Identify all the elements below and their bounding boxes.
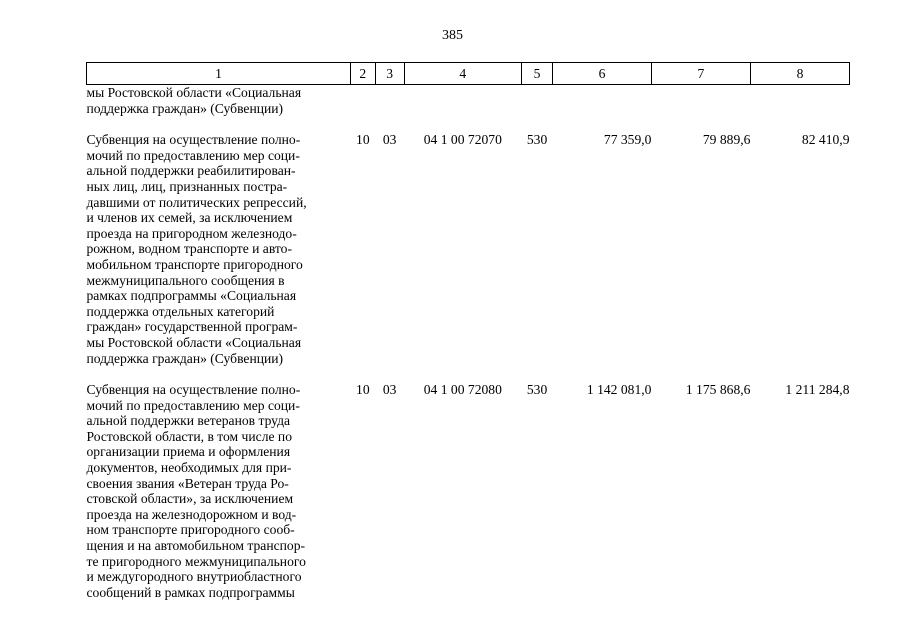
table-header-row xyxy=(87,63,850,85)
amount-year-2: 79 889,6 xyxy=(702,132,751,148)
budget-table xyxy=(86,62,850,600)
section-code: 10 xyxy=(356,132,370,148)
amount-year-2: 1 175 868,6 xyxy=(685,382,751,398)
target-article-code: 04 1 00 72080 xyxy=(423,382,502,398)
section-code: 10 xyxy=(356,382,370,398)
target-article-code: 04 1 00 72070 xyxy=(423,132,502,148)
subsection-code: 03 xyxy=(382,132,397,148)
column-header: 3 xyxy=(375,63,404,85)
page-number: 385 xyxy=(442,28,463,43)
expense-type-code: 530 xyxy=(526,382,548,398)
column-header: 1 xyxy=(87,63,351,85)
subsection-code: 03 xyxy=(382,382,397,398)
column-header: 8 xyxy=(750,63,849,85)
table-row xyxy=(87,132,850,366)
amount-year-3: 1 211 284,8 xyxy=(785,382,850,398)
column-header: 6 xyxy=(553,63,652,85)
amount-year-1: 1 142 081,0 xyxy=(586,382,652,398)
column-header: 2 xyxy=(350,63,375,85)
column-header: 7 xyxy=(651,63,750,85)
row-description: мы Ростовской области «Социальная поддержка граждан» (Субвенции) xyxy=(86,85,302,116)
table-row-continuation xyxy=(87,85,850,117)
row-description: Субвенция на осуществление полно- мочий по предоставлению мер соци- альной поддержки ветеранов труда Ростовской области, в том числе по организации приема и оформления документов, необходимых для при- своения звания «Ветеран труда Ро- стовской области», за исключением проезда на железнодорожном и вод- ном транспорте пригородного сооб- щения и на автомобильном транспор- те пригородного межмуниципального и междугородного внутриобластного сообщений в рамках подпрограммы xyxy=(86,382,306,600)
column-header: 5 xyxy=(522,63,553,85)
amount-year-1: 77 359,0 xyxy=(603,132,652,148)
row-description: Субвенция на осуществление полно- мочий по предоставлению мер соци- альной поддержки реабилитирован- ных лиц, лиц, признанных постра- давшими от политических репрессий, и членов их семей, за исключением проезда на пригородном железнодо- рожном, водном транспорте и авто- мобильном транспорте пригородного межмуниципального сообщения в рамках подпрограммы «Социальная поддержка отдельных категорий граждан» государственной програм- мы Ростовской области «Социальная поддержка граждан» (Субвенции) xyxy=(86,132,307,366)
table-row xyxy=(87,382,850,600)
amount-year-3: 82 410,9 xyxy=(801,132,850,148)
column-header: 4 xyxy=(404,63,522,85)
expense-type-code: 530 xyxy=(526,132,548,148)
